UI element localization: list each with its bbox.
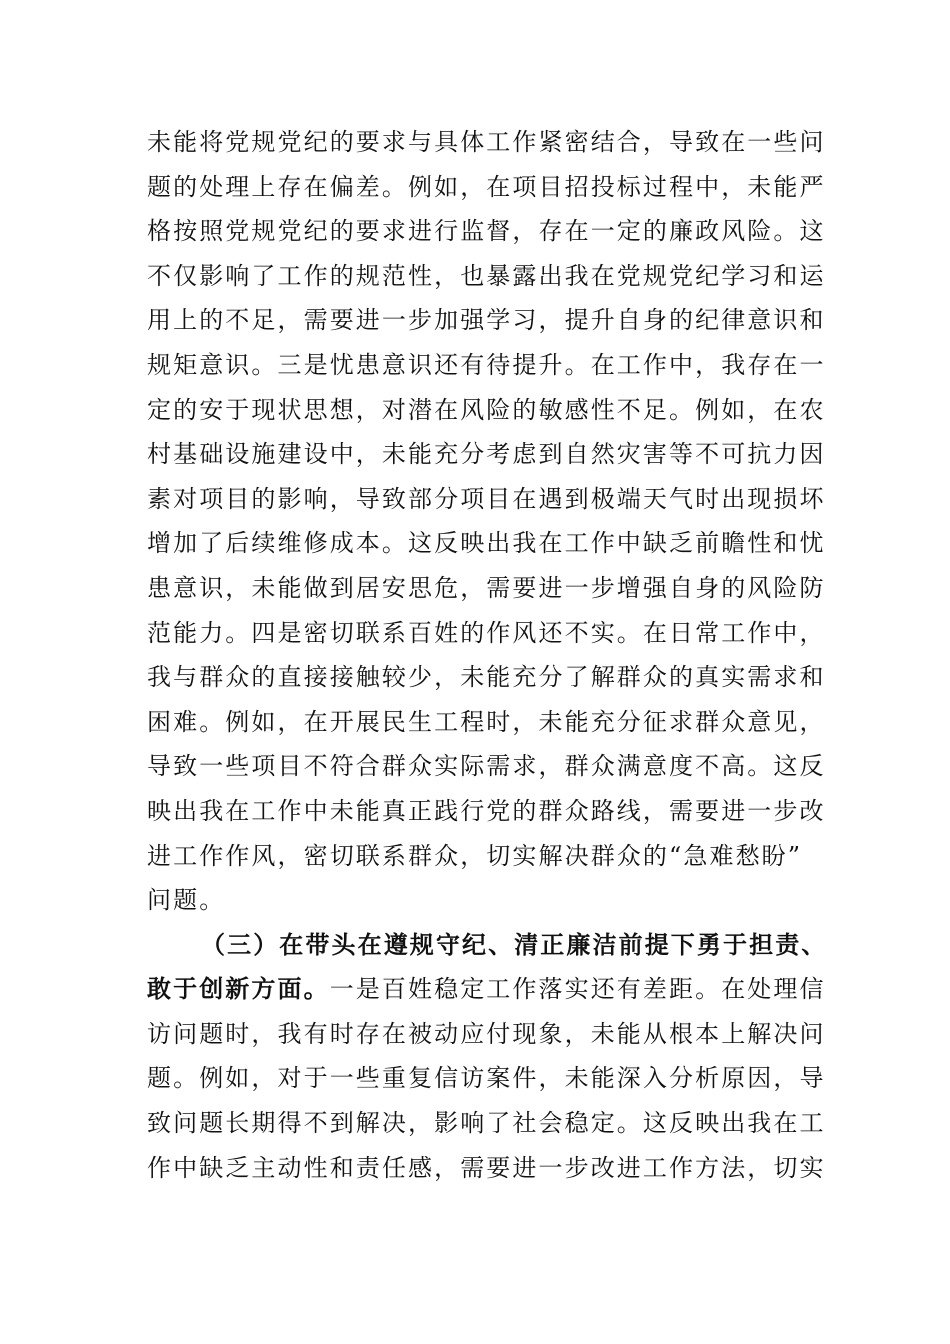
body-text-line: 范能力。四是密切联系百姓的作风还不实。在日常工作中，: [147, 618, 826, 647]
body-text-line: 题。例如，对于一些重复信访案件，未能深入分析原因，导: [147, 1064, 826, 1093]
body-text-line: 导致一些项目不符合群众实际需求，群众满意度不高。这反: [147, 752, 826, 781]
body-text-line: 问题。: [147, 886, 226, 915]
document-body: [147, 120, 828, 1190]
body-text-line: 增加了后续维修成本。这反映出我在工作中缺乏前瞻性和忧: [147, 529, 826, 558]
body-text-line: 题的处理上存在偏差。例如，在项目招投标过程中，未能严: [147, 172, 826, 201]
body-text-line: 规矩意识。三是忧患意识还有待提升。在工作中，我存在一: [147, 350, 826, 379]
body-text-line: 村基础设施建设中，未能充分考虑到自然灾害等不可抗力因: [147, 440, 826, 469]
body-text-inline: 一是百姓稳定工作落实还有差距。在处理信: [329, 975, 826, 1004]
body-text-line: 素对项目的影响，导致部分项目在遇到极端天气时出现损坏: [147, 484, 826, 513]
body-text-line: 作中缺乏主动性和责任感，需要进一步改进工作方法，切实: [147, 1153, 826, 1182]
body-text-line: 不仅影响了工作的规范性，也暴露出我在党规党纪学习和运: [147, 261, 826, 290]
body-text-line: 访问题时，我有时存在被动应付现象，未能从根本上解决问: [147, 1019, 826, 1048]
body-text-line: 进工作作风，密切联系群众，切实解决群众的“急难愁盼”: [147, 841, 803, 870]
section-heading-tail: 敢于创新方面。: [147, 974, 330, 1004]
body-text-line: 映出我在工作中未能真正践行党的群众路线，需要进一步改: [147, 796, 826, 825]
body-text-line: 致问题长期得不到解决，影响了社会稳定。这反映出我在工: [147, 1109, 826, 1138]
body-text-line: 患意识，未能做到居安思危，需要进一步增强自身的风险防: [147, 573, 826, 602]
body-text-line: 用上的不足，需要进一步加强学习，提升自身的纪律意识和: [147, 306, 826, 335]
section-heading-continuation: [147, 967, 826, 1012]
body-text-line: 未能将党规党纪的要求与具体工作紧密结合，导致在一些问: [147, 128, 826, 156]
body-text-line: 我与群众的直接接触较少，未能充分了解群众的真实需求和: [147, 663, 826, 692]
body-text-line: 定的安于现状思想，对潜在风险的敏感性不足。例如，在农: [147, 395, 826, 424]
section-heading: （三）在带头在遵规守纪、清正廉洁前提下勇于担责、: [201, 929, 828, 959]
body-text-line: 困难。例如，在开展民生工程时，未能充分征求群众意见，: [147, 707, 826, 736]
body-text-line: 格按照党规党纪的要求进行监督，存在一定的廉政风险。这: [147, 217, 826, 246]
